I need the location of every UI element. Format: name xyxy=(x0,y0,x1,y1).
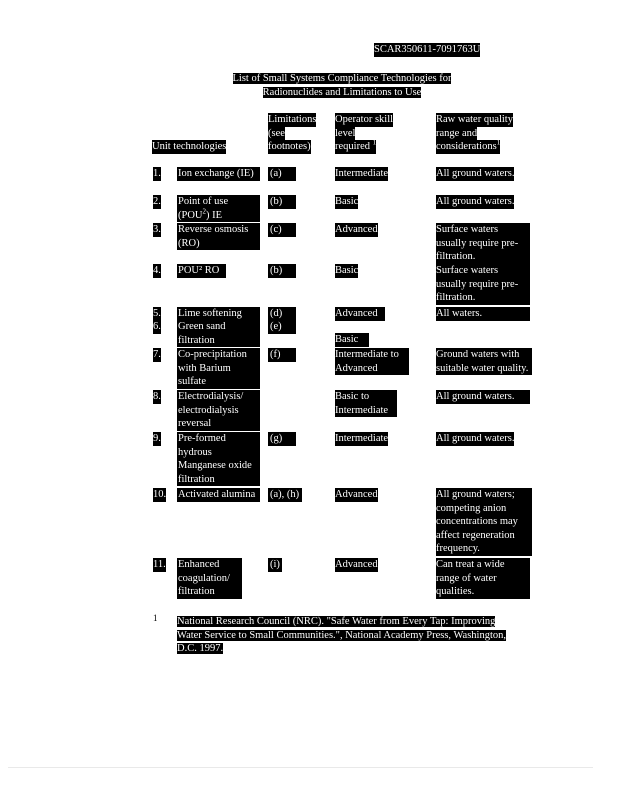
row-number: 1. xyxy=(153,168,161,179)
row-number: 9. xyxy=(153,433,161,444)
header-limitations: Limitations (see footnotes) xyxy=(268,114,317,153)
operator-skill: Intermediate to Advanced xyxy=(335,348,409,375)
raw-water-quality: All ground waters. xyxy=(436,196,515,207)
operator-skill: Advanced xyxy=(335,489,378,500)
page-id: SCAR350611-7091763U xyxy=(374,44,481,55)
row-number: 5. xyxy=(153,308,161,319)
raw-water-quality: All ground waters; competing anion concentrations may affect regeneration frequency. xyxy=(436,488,532,556)
raw-water-quality: All ground waters. xyxy=(436,168,515,179)
raw-water-quality: Ground waters with suitable water quality. xyxy=(436,348,532,375)
unit-technology: Enhanced coagulation/ filtration xyxy=(177,558,242,599)
row-number: 2. xyxy=(153,196,161,207)
row-number: 7. xyxy=(153,349,161,360)
skill-footnote-ref: 1 xyxy=(372,138,377,147)
limitation-ref: (b) xyxy=(268,264,296,278)
footnote-marker: 1 xyxy=(153,613,158,623)
title-line-2: Radionuclides and Limitations to Use xyxy=(262,86,422,98)
operator-skill: Intermediate xyxy=(335,433,389,444)
raw-water-quality: Can treat a wide range of water qualities. xyxy=(436,558,530,599)
row-number: 4. xyxy=(153,265,161,276)
row-number: 11. xyxy=(153,559,166,570)
unit-technology: Ion exchange (IE) xyxy=(177,167,260,181)
operator-skill: Advanced xyxy=(335,224,378,235)
raw-water-quality: Surface waters usually require pre-filtration. xyxy=(436,223,530,264)
limitation-ref: (i) xyxy=(268,558,282,572)
title-line-1: List of Small Systems Compliance Technologies for xyxy=(232,73,452,84)
unit-technology: Co-precipitation with Barium sulfate xyxy=(177,348,260,389)
operator-skill: Advanced xyxy=(335,307,385,321)
operator-skill: Basic xyxy=(335,333,369,347)
operator-skill: Basic to Intermediate xyxy=(335,390,397,417)
page-bottom-edge xyxy=(8,767,593,768)
unit-technology: Reverse osmosis (RO) xyxy=(177,223,260,250)
limitation-ref: (e) xyxy=(268,320,296,334)
row-number: 8. xyxy=(153,391,161,402)
limitation-ref: (f) xyxy=(268,348,296,362)
operator-skill: Intermediate xyxy=(335,168,389,179)
header-raw-water: Raw water quality range and considerations$^1$ xyxy=(436,114,513,153)
raw-water-quality: Surface waters usually require pre-filtration. xyxy=(436,264,530,305)
unit-technology: Activated alumina xyxy=(177,488,260,502)
raw-water-quality: All ground waters. xyxy=(436,390,530,404)
unit-technology: POU² RO xyxy=(177,264,226,278)
limitation-ref: (d) xyxy=(268,307,296,321)
limitation-ref: (g) xyxy=(268,432,296,446)
operator-skill: Advanced xyxy=(335,559,378,570)
footnote-text: National Research Council (NRC). "Safe Water from Every Tap: Improving Water Service to Small Communities.", National Academy Press, Washington, D.C. 1997. xyxy=(177,616,507,655)
header-unit-technologies: Unit technologies xyxy=(152,141,227,152)
limitation-ref: (a), (h) xyxy=(268,488,302,502)
unit-technology: Point of use (POU$^2$) IE xyxy=(177,195,260,222)
raw-water-quality: All waters. xyxy=(436,307,530,321)
limitation-ref: (c) xyxy=(268,223,296,237)
row-number: 3. xyxy=(153,224,161,235)
operator-skill: Basic xyxy=(335,196,359,207)
unit-technology: Pre-formed hydrous Manganese oxide filtration xyxy=(177,432,260,486)
row-number: 6. xyxy=(153,321,161,332)
raw-water-quality: All ground waters. xyxy=(436,433,515,444)
limitation-ref: (b) xyxy=(268,195,296,209)
page-title xyxy=(212,72,472,99)
operator-skill: Basic xyxy=(335,265,359,276)
raw-footnote-ref: 1 xyxy=(496,138,501,147)
unit-technology: Electrodialysis/ electrodialysis reversal xyxy=(177,390,260,431)
unit-technology: Green sand filtration xyxy=(177,320,260,347)
header-operator-skill: Operator skill level required $^1$ xyxy=(335,114,394,153)
unit-technology: Lime softening xyxy=(177,307,260,321)
row-number: 10. xyxy=(153,489,167,500)
limitation-ref: (a) xyxy=(268,167,296,181)
